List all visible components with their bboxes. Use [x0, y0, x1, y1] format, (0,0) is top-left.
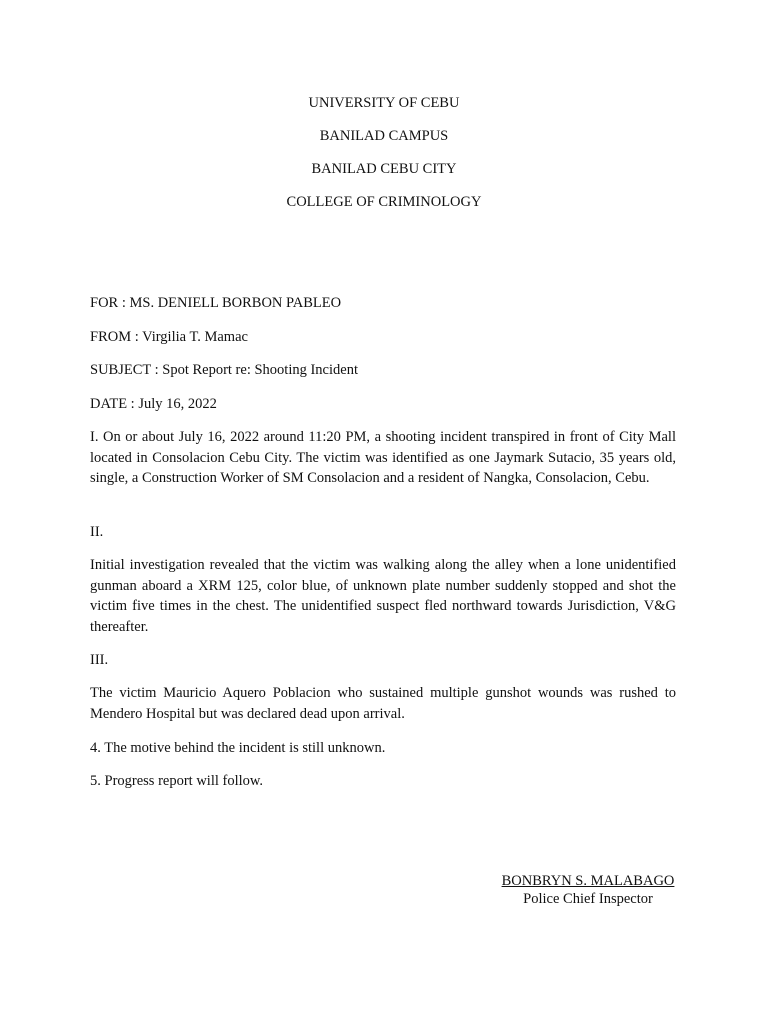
paragraph-3: The victim Mauricio Aquero Poblacion who sustained multiple gunshot wounds was rushed to Mendero Hospital but was declared dead upon arrival.: [90, 685, 676, 722]
campus-location: BANILAD CEBU CITY: [311, 161, 457, 177]
memo-date: DATE : July 16, 2022: [90, 396, 217, 412]
section-3-label: III.: [90, 652, 109, 668]
memo-from: FROM : Virgilia T. Mamac: [90, 329, 248, 345]
item-5: 5. Progress report will follow.: [90, 773, 264, 789]
campus-name: BANILAD CAMPUS: [319, 128, 449, 144]
university-name: UNIVERSITY OF CEBU: [308, 95, 460, 111]
signature-block: [470, 872, 706, 908]
paragraph-2: Initial investigation revealed that the victim was walking along the alley when a lone unidentified gunman aboard a XRM 125, color blue, of unknown plate number suddenly stopped and shot the victim five times in the chest. The unidentified suspect fled northward towards Jurisdiction, V&G thereafter.: [90, 557, 676, 635]
signatory-name: BONBRYN S. MALABAGO: [501, 873, 675, 889]
memo-subject: SUBJECT : Spot Report re: Shooting Incident: [90, 362, 358, 378]
section-2-label: II.: [90, 524, 104, 540]
memo-for: FOR : MS. DENIELL BORBON PABLEO: [90, 295, 342, 311]
item-4: 4. The motive behind the incident is still unknown.: [90, 740, 386, 756]
college-name: COLLEGE OF CRIMINOLOGY: [286, 194, 482, 210]
signatory-title: Police Chief Inspector: [523, 891, 653, 907]
paragraph-1: I. On or about July 16, 2022 around 11:20 PM, a shooting incident transpired in front of City Mall located in Consolacion Cebu City. The victim was identified as one Jaymark Sutacio, 35 years old, single, a Construction Worker of SM Consolacion and a resident of Nangka, Consolacion, Cebu.: [90, 429, 676, 486]
